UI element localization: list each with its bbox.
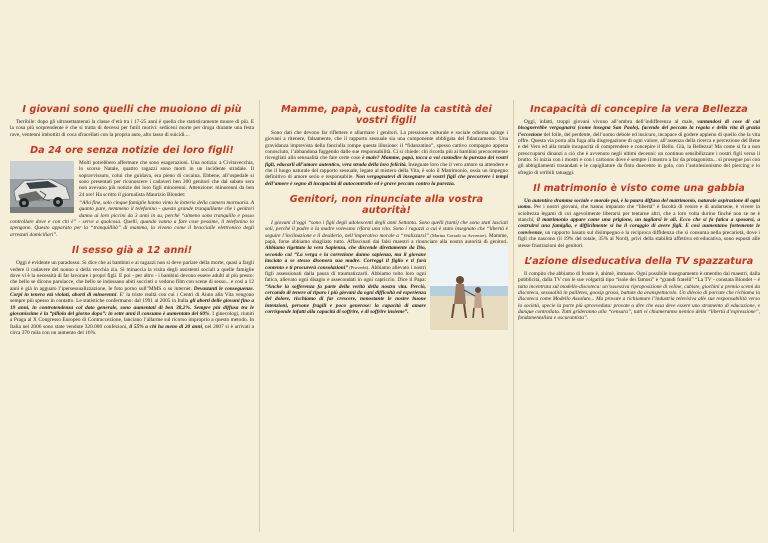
paragraph: I giovani d’oggi “sono i figli degli adolescenti degli anni Settanta. Sono quelli (tanti) che sono stati lasciati soli, perché il padre o la madre volevano rifarsi una vita. Sono i ragazzi a cui è stato insegnato che “libertà è seguire l’inclinazione e il desiderio, nell’imperativo morale a “realizzarsi” (Marina Corradi su Avvenire). Mamme, papà, forse abbiamo sbagliato tutto. Affascinati dai falsi maestri a rinunciare alla nostra autorità di genitori. Abbiamo rigettato la vera Sapienza, che discende direttamente da Dio, secondo cui “La verga e la correzione danno sapienza, ma il giovane lasciato a se stesso disonora sua madre. Correggi il figlio e ti farà contento e ti procurerà consolazioni” (Proverbi). Abbiamo allevato i nostri figli assessionati dalla paura di traumatizzarli. Abbiamo tolto loro ogni fatica, allevato ogni disagio e assecondati in ogni capriccio. Dice il Papa: “Anche la sofferenza fa parte della verità della nostra vita. Perciò, cercando di tenere al riparo i più giovani da ogni difficoltà ed esperienza del dolore, rischiamo di far crescere, nonostante le nostre buone intenzioni, persone fragili e poco generose: la capacità di amare corrisponde infatti alla capacità di soffrire, e di soffrire insieme”. <box>265 220 508 315</box>
column-left <box>10 104 254 338</box>
column-divider <box>259 100 260 532</box>
paragraph: Un autentico dramma sociale e morale poi, è la paura diffusa del matrimonio, naturale aspirazione di ogni uomo. Per i nostri giovani, che hanno imparato che “libertà” è facoltà di venire e di andarsene, è vivere in scioltezza legami di cui agevolmente liberarsi per tentarne altri, che a loro volta durino finché non se ne è stanchi, il matrimonio appare come una prigione, un tagliarsi le ali. Ecco che si fa fatica a sposarsi, a costruirsi una famiglia, e difficilmente si ha il coraggio di avere figli. E così aumentano fortemente le convivenze, un rapporto basato sul disimpegno e la reciproca diffidenza che si consuma nella precarietà, dove i figli che nascono (il 19% del totale, 35% al Nord), privi della stabilità affettiva ed educativa, sono esposti alle stesse frustrazioni dei genitori. <box>518 198 760 249</box>
beach-figures-photo <box>430 246 508 330</box>
section-heading: Genitori, non rinunciate alla vostra autorità! <box>289 194 484 217</box>
section-heading: Il sesso già a 12 anni! <box>71 245 193 257</box>
paragraph: Oggi, infatti, troppi giovani vivono all’ombra dell’indifferenza al male, vantandosi di cose di cui bisognerebbe vergognarsi (come insegna San Paolo), facendo del peccato la regola e della vita di grazia l’eccezione del folle, del perdente, dell’uomo debole ed insicuro, incapace di godere appieno di quello che la vita offre. Questa via porta alla fuga alla disgregazione di ogni valore, all’assenza della ricerca e percezione del Bene e del Vero ed alla totale incapacità di comprendere e concepire il Bello. Già, la Bellezza! Ma come si fa a non preoccuparsi dinanzi a ciò che è avvenuto negli ultimi decenni: un continuo sensibilizzare i nostri figli verso il brutto. Si inizia con i mostri e con i cartoons dove è sempre il mostro a far da protagonista... si prosegue poi con gli abbigliamenti trasandati e le capigliature da finto duecento in gola, con l’autolesionismo del piercing e lo sfregio di orribili tatuaggi. <box>518 119 760 176</box>
car-crash-photo <box>10 161 74 213</box>
section-heading: Incapacità di concepire la vera Bellezza <box>530 104 748 115</box>
paragraph: Sono dati che devono far riflettere e allarmare i genitori. La pressione culturale e sociale odierna spinge i giovani a ritenere, falsamente, che il rapporto sessuale sia una componente obbligata del fidanzamento. Una gravidanza imprevista della fanciulla rompe questa illusione: il “fidanzatino”, spesso cattivo compagno appena conosciuto, l’abbandona fuggendo dalle sue responsabilità. Ci si chiede: chi ricorda più ai bambini precocemente risvegliati alla sensualità che fare certe cose è male? Mamme, papà, tocca a voi custodire la purezza dei vostri figli, educarli all’amore autentico, vera strada della loro felicità. Insegnate loro che il vero amore sa attendere e che il luogo naturale del rapporto sessuale, legato al mistero della Vita, è solo il Matrimonio, ossia un impegno definitivo di amore serio e responsabile. Non vergognatevi di insegnare ai vostri figli che precorrere i tempi dell’amore è segno di incapacità di autocontrollo ed è grave peccato contro la purezza. <box>265 130 508 187</box>
section-heading: I giovani sono quelli che muoiono di più <box>22 104 242 115</box>
column-middle <box>265 104 508 332</box>
section-heading: Da 24 ore senza notizie dei loro figli! <box>30 145 234 157</box>
column-right <box>518 104 760 324</box>
quote: “Alla fine, solo cinque famiglie hanno vinto la lotteria della camera mortuaria. A quanto pare, nemmeno il telefonino - questo grande tranquillante che i genitori danno ai loro piccini da 3 anni in su, perché “almeno sono tranquillo e posso controllare dove e con chi è” - serve a qualcosa. Quelli, quando vanno a fare cose pessime, il telefonino lo spengono. Questo apparato per la “tranquillità” di mamma, la vivono come il braccialle elettronico degli arrestati domiciliari”. <box>10 200 254 238</box>
paragraph: Oggi è evidente un paradosso. Si dice che ai bambini e ai ragazzi non si deve parlare della morte, quasi a fargli vedere il cadavere del nonno o della vecchia zia. Si minaccia la visita degli assistenti sociali a quelle famiglie dove vi è la necessità di far lavorare i propri figli. E poi - per altro - i bambini devono essere adulti al più presto: che bello se dicono parolacce, che bello se indossano abiti succinti o vedono film con scene di sesso... e così a 12 anni è già in agguato l’ipersessualizzazione, le foto porno sull”MMS o su internet. Devastanti le conseguenze. Corpi in tenera età violati, aborti di minorenni. E’ la triste realtà con cui i Centri di Aiuto alla Vita vengono sempre più spesso in contatto. Le statistiche confermano: dal 1991 al 2005 in Italia gli aborti delle giovani fino a 19 anni, in controtendenza col dato generale, sono aumentati di ben 38,2%. Sempre più diffusa tra le giovanissime è la “pillola del giorno dopo”: in sette anni il consumo è aumentato del 60%. I ginecologi, riuniti a Praga al X Congresso Europeo di Contraccezione, lanciano l’allarme sul ricorso improprio a questo metodo. In Italia nel 2006 sono state vendute 320.000 confezioni, il 55% a chi ha meno di 20 anni, nel 2007 si è arrivati a circa 370 mila con un aumento del 16%. <box>10 260 255 336</box>
section-heading: Il matrimonio è visto come una gabbia <box>533 183 745 195</box>
paragraph: Molti potrebbero affermare che sono esagerazioni. Una notizia: a Civitavecchia, lo scorso Natale, quattro ragazzi sono morti in un incidente stradale. Il sopravvissuto, colui che guidava, era pieno di cocaina. Ebbene, all’ospedale si sono presentati per riconoscere i cadaveri ben 300 genitori che dal sabato sera non avevano più notizie dei loro figli minorenni. Attenzione: minorenni da ben 24 ore! Ha scritto il giornalista Maurizio Blondet: <box>79 160 254 198</box>
column-divider <box>513 100 514 532</box>
section-heading: L’azione diseducativa della TV spazzatura <box>524 255 754 267</box>
paragraph: Il compito che abbiamo di fronte è, ahimè, immane. Ogni possibile insegnamento è smentito dai maestri, dalla pubblicità, dalla TV con le sue volgarità tipo “isole dei famosi” e “grandi fratelli” “La TV - constata Blondet – è tutta incentrata sul modello-discoteca: un’ossessiva riproposizione di veline, cubiste, giochini a premio scemi da discoteca, sessualità in pailletes, goosip grossi, battute da avanspettacolo. Un dileoio di porcate che richiama la discoteca come Modello Assoluto... Ma provate a richiamare l’industria televisiva alle sue responsabilità verso la società, specie la parte più sprovveduta: provate a dire che essa deve essere uno strumento di educazione, e dunque controllata. Tutti grideranno alla “censura”, tutti vi chiameranno nemico della “libertà d’espressione”, fondamentalista e oscurantista”. <box>518 270 761 322</box>
paragraph: Terribile: dopo gli ultrasettantenni la classe d’età tra i 17-25 anni è quella che statisticamente muore di più. E la cosa più sorprendente è che si tratta di decessi per futili motivi: sediceni morte per droga durante una festa rave, ventenni imbottiti di coca sfracellati con la propria auto, alto tasso di suicidi.... <box>10 119 254 138</box>
section-heading: Mamme, papà, custodite la castità dei vostri figli! <box>281 104 492 126</box>
